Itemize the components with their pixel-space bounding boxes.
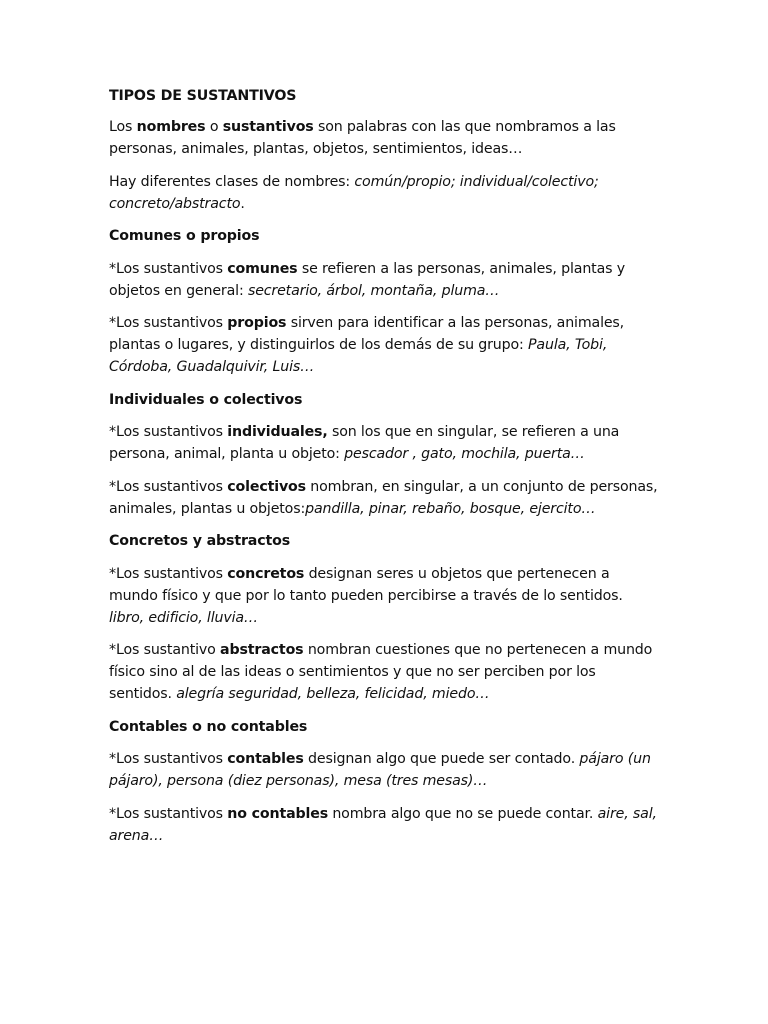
section-paragraph [109,803,659,847]
paragraph-keyword: no contables [227,805,328,822]
paragraph-text: nombran cuestiones que no pertenecen a mundo físico sino al de las ideas o sentimientos y que no ser perciben por los sentidos. [109,642,653,702]
paragraph-examples: alegría seguridad, belleza, felicidad, miedo… [176,686,490,702]
keyword-sustantivos: sustantivos [222,119,314,135]
paragraph-keyword: individuales, [227,424,328,440]
classes-list: común/propio; individual/colectivo; concreto/abstracto [109,173,599,212]
section-heading: Comunes o propios [109,228,260,244]
intro-text: son palabras con las que nombramos a las personas, animales, plantas, objetos, sentimientos, ideas… [109,119,616,157]
paragraph-text: designan algo que puede ser contado. [303,751,580,767]
paragraph-prefix: *Los sustantivos [109,565,228,582]
classes-paragraph [109,171,659,215]
paragraph-prefix: *Los sustantivos [109,751,228,767]
paragraph-text: nombran, en singular, a un conjunto de personas, animales, plantas u objetos: [109,478,658,517]
section-heading: Individuales o colectivos [109,391,303,408]
paragraph-examples: aire, sal, arena… [109,805,657,844]
classes-text: . [240,195,245,212]
intro-text: Los [109,119,137,135]
paragraph-keyword: colectivos [227,478,306,495]
paragraph-examples: secretario, árbol, montaña, pluma… [247,282,500,299]
paragraph-text: designan seres u objetos que pertenecen a mundo físico y que por lo tanto pueden percibirse a través de lo sentidos. [109,565,623,604]
section-heading: Contables o no contables [109,718,308,735]
paragraph-keyword: contables [227,751,304,767]
section-paragraph [109,258,659,302]
paragraph-examples: pandilla, pinar, rebaño, bosque, ejercito… [305,500,596,517]
section-paragraph [109,639,659,705]
paragraph-examples: pescador , gato, mochila, puerta… [344,446,585,462]
paragraph-prefix: *Los sustantivos [109,260,228,277]
paragraph-prefix: *Los sustantivo [109,642,221,658]
document-title: TIPOS DE SUSTANTIVOS [109,88,297,104]
intro-paragraph [109,116,659,160]
paragraph-prefix: *Los sustantivos [109,478,228,495]
document-page [109,85,659,857]
paragraph-keyword: abstractos [220,642,304,658]
section-paragraph [109,312,659,378]
section-paragraph [109,563,659,629]
intro-text: o [205,119,223,135]
paragraph-text: se refieren a las personas, animales, plantas y objetos en general: [109,260,625,299]
paragraph-examples: Paula, Tobi, Córdoba, Guadalquivir, Luis… [109,337,608,375]
paragraph-prefix: *Los sustantivos [109,315,228,331]
paragraph-text: nombra algo que no se puede contar. [327,805,598,822]
keyword-nombres: nombres [136,119,206,135]
paragraph-keyword: comunes [227,260,298,277]
section-heading: Concretos y abstractos [109,533,290,549]
paragraph-examples: libro, edificio, lluvia… [109,609,258,626]
paragraph-text: sirven para identificar a las personas, animales, plantas o lugares, y distinguirlos de los demás de su grupo: [109,315,625,353]
paragraph-prefix: *Los sustantivos [109,805,228,822]
paragraph-keyword: concretos [227,565,305,582]
paragraph-keyword: propios [227,315,287,331]
section-paragraph [109,421,659,465]
paragraph-examples: pájaro (un pájaro), persona (diez personas), mesa (tres mesas)… [109,751,651,789]
section-paragraph [109,476,659,520]
classes-text: Hay diferentes clases de nombres: [109,173,355,190]
section-paragraph [109,748,659,792]
paragraph-text: son los que en singular, se refieren a una persona, animal, planta u objeto: [109,424,620,462]
paragraph-prefix: *Los sustantivos [109,424,228,440]
